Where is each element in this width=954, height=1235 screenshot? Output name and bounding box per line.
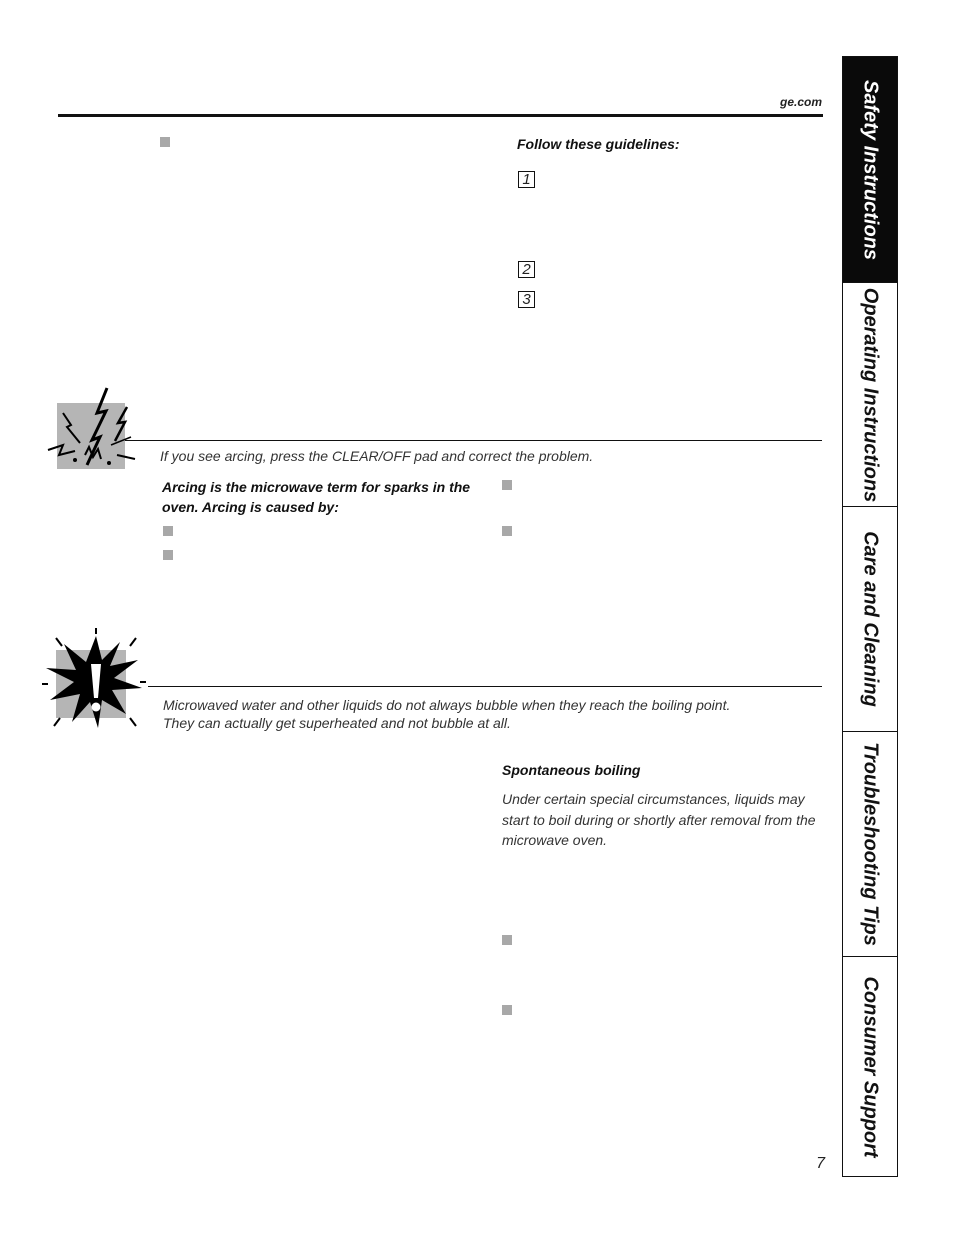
tab-label: Operating Instructions	[859, 287, 882, 502]
site-url: ge.com	[779, 95, 822, 109]
tab-safety-instructions[interactable]	[843, 57, 897, 283]
tab-operating-instructions[interactable]	[843, 283, 897, 507]
tab-consumer-support[interactable]	[843, 957, 897, 1176]
superheated-intro-line2: They can actually get superheated and not bubble at all.	[163, 715, 511, 731]
bullet-icon	[502, 1005, 512, 1015]
tab-care-and-cleaning[interactable]	[843, 507, 897, 732]
spontaneous-boiling-text: Under certain special circumstances, liquids may start to boil during or shortly after removal from the microwave oven.	[502, 791, 816, 848]
step-number-2: 2	[518, 261, 535, 278]
section-tabs	[842, 56, 898, 1177]
bullet-icon	[163, 550, 173, 560]
tab-label: Care and Cleaning	[859, 531, 882, 707]
bullet-icon	[502, 935, 512, 945]
superheated-rule	[148, 686, 822, 687]
exclamation-burst-icon	[40, 628, 150, 736]
bullet-icon	[163, 526, 173, 536]
bullet-icon	[502, 480, 512, 490]
header-rule	[58, 114, 823, 117]
tab-troubleshooting-tips[interactable]	[843, 732, 897, 957]
page-number: 7	[816, 1155, 825, 1172]
step-number-1: 1	[518, 171, 535, 188]
superheated-intro-line1: Microwaved water and other liquids do not always bubble when they reach the boiling point.	[163, 697, 731, 713]
spontaneous-boiling-heading: Spontaneous boiling	[502, 762, 641, 778]
bullet-icon	[502, 526, 512, 536]
arcing-rule	[125, 440, 822, 441]
bullet-icon	[160, 137, 170, 147]
lightning-spark-icon	[45, 385, 140, 475]
tab-label: Consumer Support	[859, 975, 882, 1158]
arcing-intro: If you see arcing, press the CLEAR/OFF pad and correct the problem.	[160, 448, 594, 464]
tab-label: Safety Instructions	[859, 79, 882, 260]
step-number-3: 3	[518, 291, 535, 308]
arcing-definition: Arcing is the microwave term for sparks in the oven. Arcing is caused by:	[162, 479, 471, 515]
guidelines-heading: Follow these guidelines:	[517, 136, 680, 152]
tab-label: Troubleshooting Tips	[859, 742, 882, 946]
